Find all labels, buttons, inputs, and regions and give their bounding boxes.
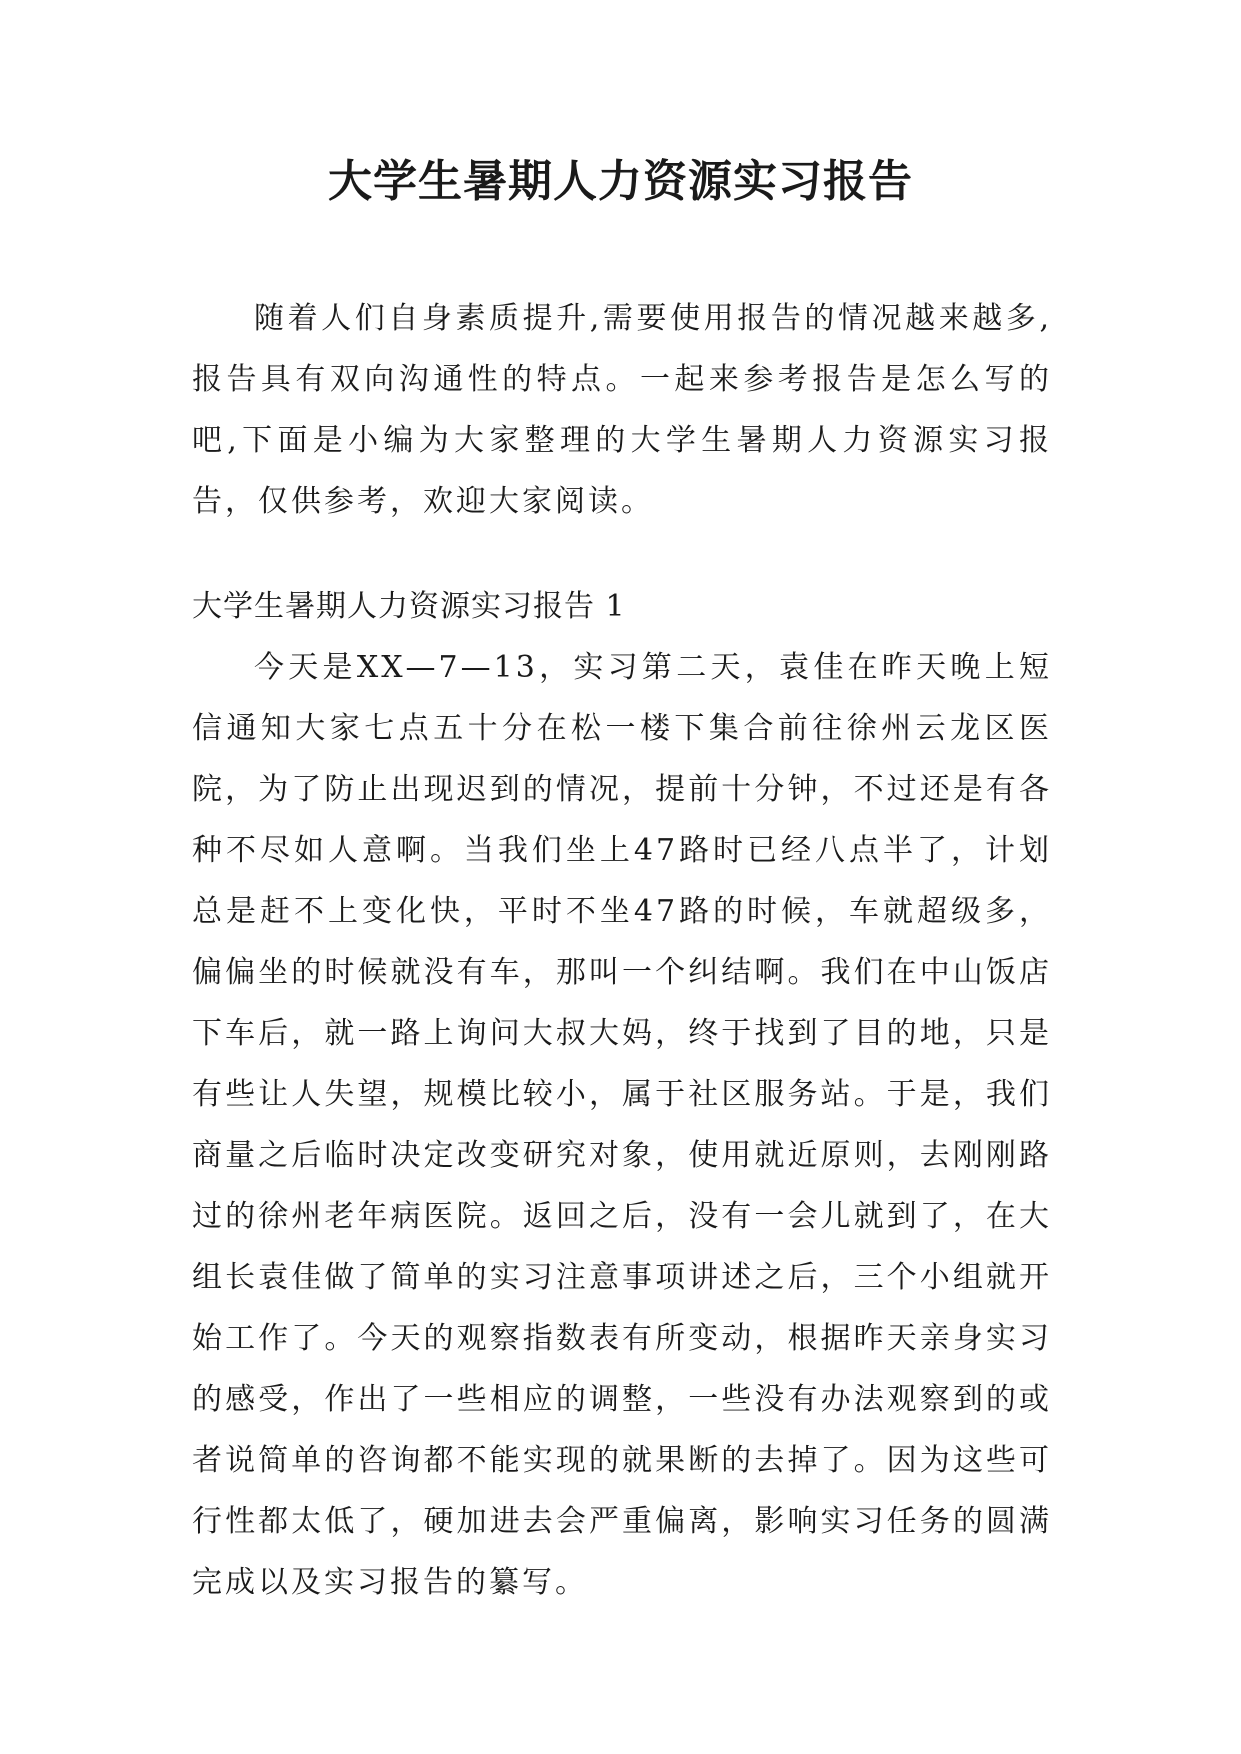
section-body-paragraph: 今天是XX—7—13，实习第二天，袁佳在昨天晚上短信通知大家七点五十分在松一楼下集合前往徐州云龙区医院，为了防止出现迟到的情况，提前十分钟，不过还是有各种不尽如人意啊。当我们坐上47路时已经八点半了，计划总是赶不上变化快，平时不坐47路的时候，车就超级多，偏偏坐的时候就没有车，那叫一个纠结啊。我们在中山饭店下车后，就一路上询问大叔大妈，终于找到了目的地，只是有些让人失望，规模比较小，属于社区服务站。于是，我们商量之后临时决定改变研究对象，使用就近原则，去刚刚路过的徐州老年病医院。返回之后，没有一会儿就到了，在大组长袁佳做了简单的实习注意事项讲述之后，三个小组就开始工作了。今天的观察指数表有所变动，根据昨天亲身实习的感受，作出了一些相应的调整，一些没有办法观察到的或者说简单的咨询都不能实现的就果断的去掉了。因为这些可行性都太低了，硬加进去会严重偏离，影响实习任务的圆满完成以及实习报告的纂写。 xyxy=(192,650,1052,1600)
section-heading: 大学生暑期人力资源实习报告 1 xyxy=(192,589,626,624)
document-title: 大学生暑期人力资源实习报告 xyxy=(328,156,913,207)
intro-paragraph: 随着人们自身素质提升,需要使用报告的情况越来越多,报告具有双向沟通性的特点。一起来参考报告是怎么写的吧,下面是小编为大家整理的大学生暑期人力资源实习报告，仅供参考，欢迎大家阅读。 xyxy=(192,301,1052,519)
